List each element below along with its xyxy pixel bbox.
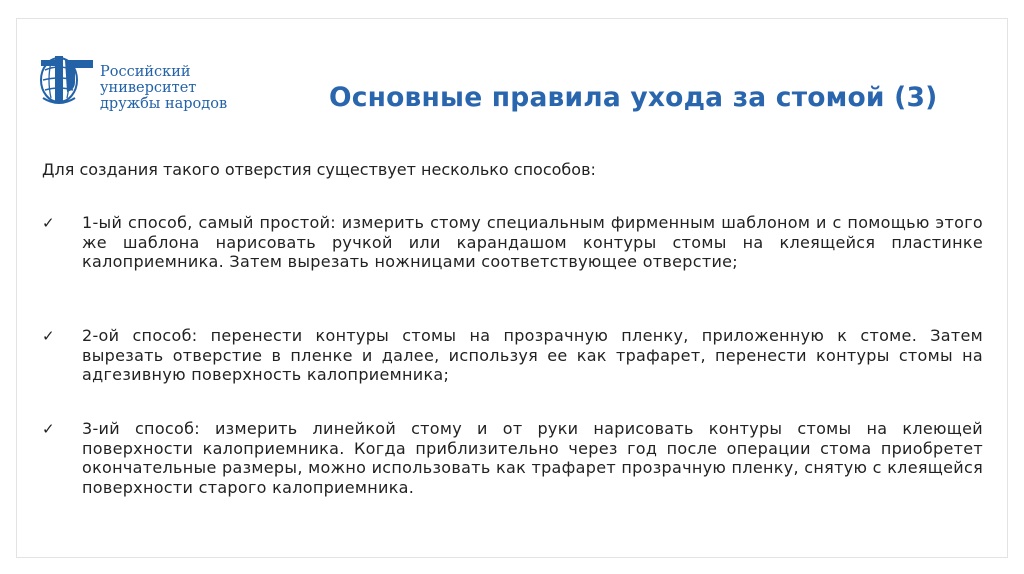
checkmark-icon: ✓ bbox=[42, 327, 55, 345]
intro-text: Для создания такого отверстия существует несколько способов: bbox=[42, 160, 596, 179]
bullet-text-3: 3-ий способ: измерить линейкой стому и от руки нарисовать контуры стомы на клеющей поверхности калоприемника. Когда приблизительно через год после операции стома приобретет окончательные размеры, можно использовать как трафарет прозрачную пленку, снятую с клеящейся поверхности старого калоприемника. bbox=[82, 419, 983, 497]
checkmark-icon: ✓ bbox=[42, 214, 55, 232]
slide-title: Основные правила ухода за стомой (3) bbox=[329, 82, 938, 113]
logo-text-line1: Российский университет bbox=[100, 64, 197, 96]
bullet-text-1: 1-ый способ, самый простой: измерить стому специальным фирменным шаблоном и с помощью этого же шаблона нарисовать ручкой или карандашом контуры стомы на клеящейся пластинке калоприемника. Затем вырезать ножницами соответствующее отверстие; bbox=[82, 213, 983, 271]
university-logo bbox=[35, 48, 285, 112]
logo-text bbox=[100, 64, 285, 112]
checkmark-icon: ✓ bbox=[42, 420, 55, 438]
globe-emblem-icon bbox=[35, 48, 97, 108]
logo-text-line2: дружбы народов bbox=[100, 96, 228, 112]
bullet-text-2: 2-ой способ: перенести контуры стомы на прозрачную пленку, приложенную к стоме. Затем вырезать отверстие в пленке и далее, используя ее как трафарет, перенести контуры стомы на адгезивную поверхность калоприемника; bbox=[82, 326, 983, 384]
